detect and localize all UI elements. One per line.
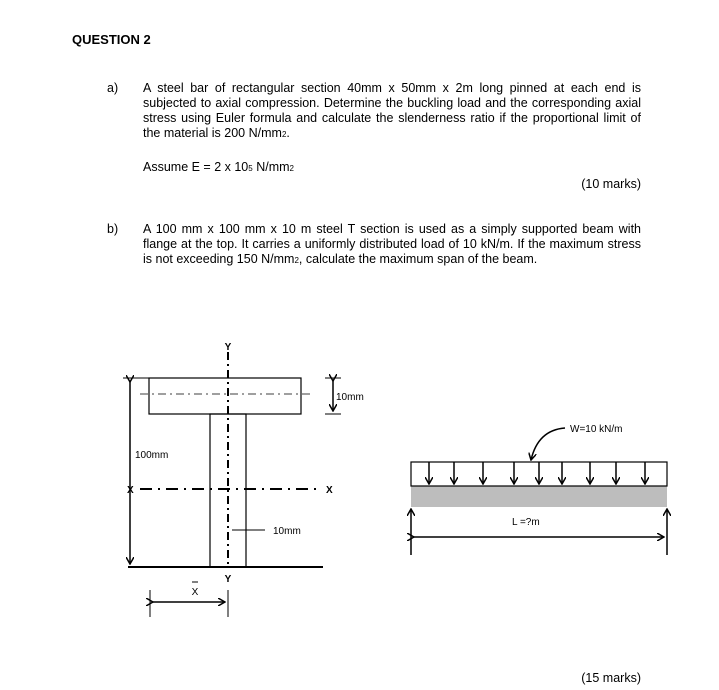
beam [411, 486, 667, 507]
svg-text:X: X [191, 587, 199, 598]
svg-text:Y: Y [224, 342, 232, 353]
part-b-marks: (15 marks) [581, 671, 641, 685]
svg-text:X: X [127, 485, 134, 496]
load-label: W=10 kN/m [570, 424, 623, 435]
part-b-label: b) [107, 222, 119, 236]
load-leader [531, 428, 565, 460]
beam-diagram [411, 428, 667, 555]
svg-text:10mm: 10mm [273, 526, 301, 537]
flange [149, 378, 301, 414]
svg-text:X: X [326, 485, 333, 496]
part-a-label: a) [107, 81, 119, 95]
part-b-text: A 100 mm x 100 mm x 10 m steel T section is used as a simply supported beam with flange at the top. It carries a uniformly distributed load of 10 kN/m. If the maximum stress is not exceeding 150 N/mm2, calculate the maximum span of the beam. [143, 222, 641, 266]
span-label: L =?m [512, 517, 540, 528]
question-title: QUESTION 2 [72, 32, 151, 47]
part-a-marks: (10 marks) [581, 177, 641, 191]
load-arrows [429, 462, 645, 484]
part-a-text: A steel bar of rectangular section 40mm x 50mm x 2m long pinned at each end is subjected to axial compression. Determine the buckling load and the corresponding axial stress using Euler formula and calculate the slenderness ratio if the proportional limit of the material is 200 N/mm2. [143, 81, 641, 140]
svg-text:10mm: 10mm [336, 392, 364, 403]
svg-text:100mm: 100mm [135, 450, 169, 461]
part-a-assumption: Assume E = 2 x 105 N/mm2 [143, 160, 294, 174]
t-section-diagram [123, 352, 341, 617]
t-section-labels [127, 342, 364, 598]
svg-text:Y: Y [224, 574, 232, 585]
